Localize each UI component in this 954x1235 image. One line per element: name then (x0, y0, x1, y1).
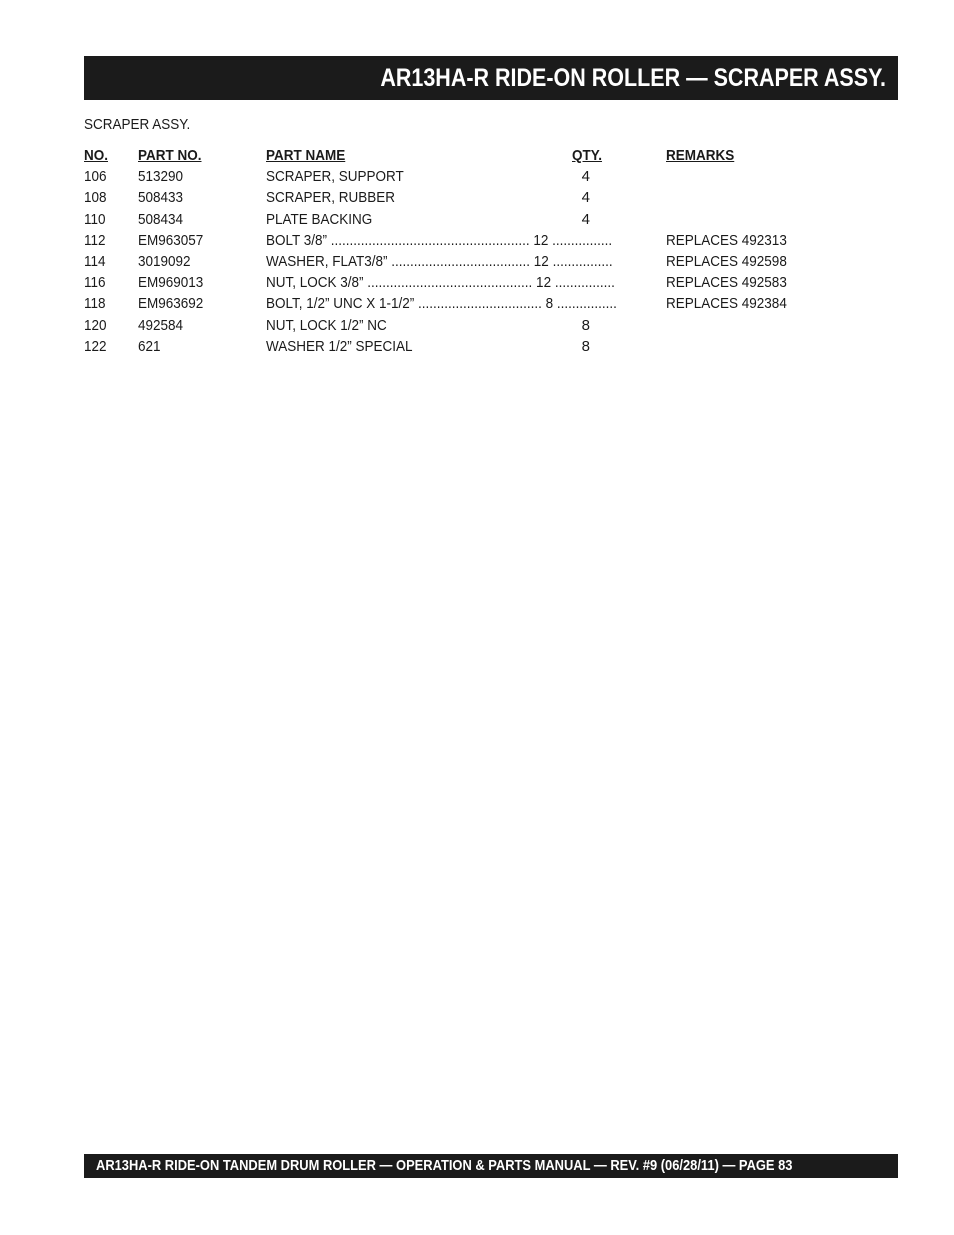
row-no: 112 (84, 231, 106, 249)
row-part-no: EM969013 (138, 274, 204, 292)
column-header-no: NO. (84, 147, 109, 164)
row-qty: 8 (581, 337, 590, 355)
parts-table (84, 145, 814, 357)
row-no: 114 (84, 252, 106, 270)
table-header-row (84, 145, 814, 166)
row-no: 118 (84, 295, 106, 313)
row-part-no: 508433 (138, 189, 184, 207)
row-part-no: 492584 (138, 316, 184, 334)
row-no: 108 (84, 189, 107, 207)
row-remarks: REPLACES 492583 (666, 274, 787, 292)
table-row (84, 336, 814, 357)
page-footer-bar (84, 1154, 898, 1178)
table-row (84, 251, 814, 272)
column-header-qty: QTY. (572, 147, 603, 164)
row-no: 122 (84, 337, 107, 355)
row-part-name: SCRAPER, SUPPORT (266, 168, 404, 186)
row-part-name: WASHER, FLAT3/8” ..................................... 12 ................ (266, 252, 613, 270)
table-row (84, 272, 814, 293)
table-row (84, 187, 814, 208)
row-qty: 4 (581, 189, 590, 207)
row-part-no: 508434 (138, 210, 184, 228)
row-part-no: EM963692 (138, 295, 204, 313)
row-no: 120 (84, 316, 107, 334)
page-title: AR13HA-R RIDE-ON ROLLER — SCRAPER ASSY. (380, 64, 886, 92)
row-part-name: BOLT, 1/2” UNC X 1-1/2” ................................. 8 ................ (266, 295, 617, 313)
row-remarks: REPLACES 492598 (666, 252, 787, 270)
row-no: 106 (84, 168, 107, 186)
table-row (84, 315, 814, 336)
row-part-no: 3019092 (138, 252, 191, 270)
row-qty: 4 (581, 210, 590, 228)
table-row (84, 293, 814, 314)
row-remarks: REPLACES 492313 (666, 231, 787, 249)
column-header-part-no: PART NO. (138, 147, 202, 164)
row-qty: 4 (581, 168, 590, 186)
row-part-name: BOLT 3/8” ..................................................... 12 ................ (266, 231, 613, 249)
row-part-name: WASHER 1/2” SPECIAL (266, 337, 413, 355)
row-remarks: REPLACES 492384 (666, 295, 787, 313)
row-part-name: NUT, LOCK 3/8” ............................................ 12 ................ (266, 274, 615, 292)
row-no: 116 (84, 274, 106, 292)
row-part-name: NUT, LOCK 1/2” NC (266, 316, 387, 334)
page-footer: AR13HA-R RIDE-ON TANDEM DRUM ROLLER — OPERATION & PARTS MANUAL — REV. #9 (06/28/11) — PAGE 83 (96, 1157, 793, 1174)
row-part-no: EM963057 (138, 231, 204, 249)
row-part-no: 621 (138, 337, 161, 355)
table-row (84, 230, 814, 251)
table-row (84, 209, 814, 230)
row-part-name: SCRAPER, RUBBER (266, 189, 396, 207)
column-header-part-name: PART NAME (266, 147, 346, 164)
table-row (84, 166, 814, 187)
row-part-name: PLATE BACKING (266, 210, 373, 228)
row-no: 110 (84, 210, 106, 228)
row-qty: 8 (581, 316, 590, 334)
row-part-no: 513290 (138, 168, 184, 186)
page-title-bar (84, 56, 898, 100)
column-header-remarks: REMARKS (666, 147, 735, 164)
section-label: SCRAPER ASSY. (84, 116, 191, 133)
